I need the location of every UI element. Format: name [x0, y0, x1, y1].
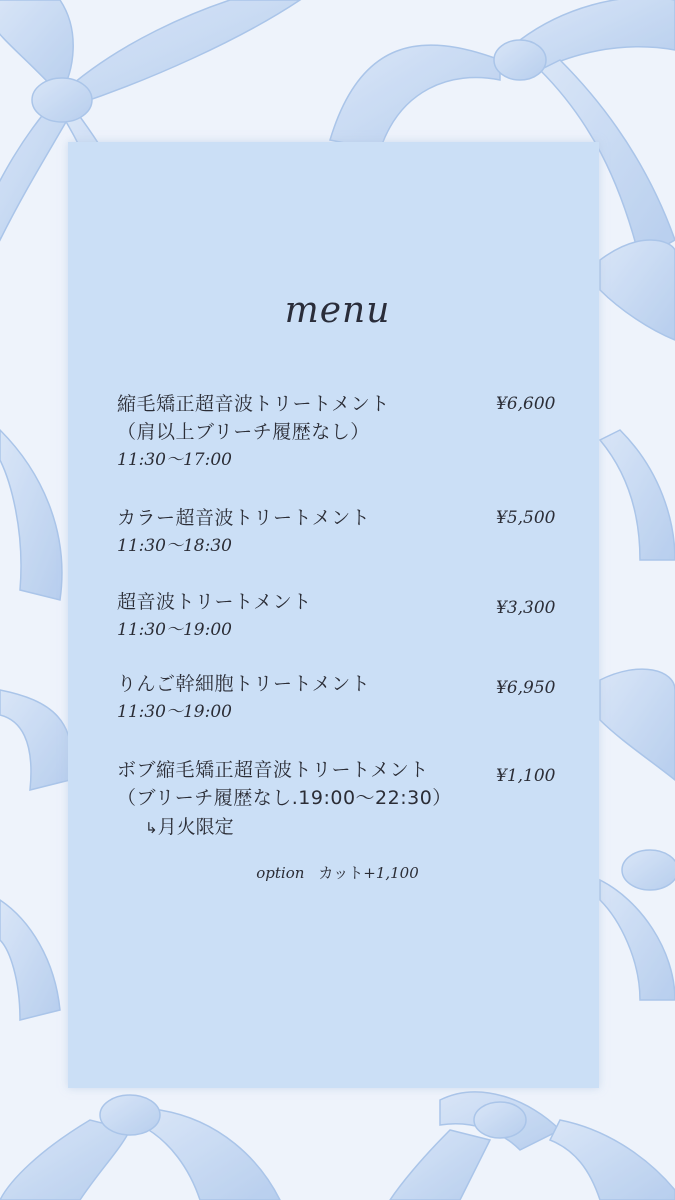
item-name: りんご幹細胞トリートメント: [117, 673, 371, 695]
item-hours: 11:30〜17:00: [117, 450, 232, 470]
item-price: ¥6,600: [496, 394, 556, 414]
menu-item-1: [117, 390, 587, 474]
item-limit-label: 月火限定: [157, 816, 234, 838]
item-limit: [117, 812, 587, 843]
item-name: 縮毛矯正超音波トリートメント: [117, 393, 390, 415]
menu-item-3: [117, 588, 587, 644]
menu-item-5: [117, 756, 587, 843]
item-name: 超音波トリートメント: [117, 591, 312, 613]
item-price: ¥3,300: [496, 598, 556, 618]
item-price: ¥6,950: [496, 678, 556, 698]
item-price: ¥5,500: [496, 508, 556, 528]
item-hours: 11:30〜19:00: [117, 702, 232, 722]
item-note: （ブリーチ履歴なし.19:00〜22:30）: [117, 787, 452, 809]
item-name: カラー超音波トリートメント: [117, 507, 371, 529]
item-price: ¥1,100: [496, 766, 556, 786]
menu-item-2: [117, 504, 587, 560]
option-line: [0, 862, 675, 883]
item-note: （肩以上ブリーチ履歴なし）: [117, 421, 370, 443]
item-name: ボブ縮毛矯正超音波トリートメント: [117, 759, 429, 781]
option-price: +1,100: [363, 864, 419, 882]
hook-arrow-icon: ↳: [145, 819, 158, 837]
menu-title: menu: [284, 290, 391, 331]
item-hours: 11:30〜19:00: [117, 620, 232, 640]
item-hours: 11:30〜18:30: [117, 536, 232, 556]
menu-item-4: [117, 670, 587, 726]
option-cut: カット: [318, 864, 364, 882]
option-label: option: [256, 864, 305, 882]
